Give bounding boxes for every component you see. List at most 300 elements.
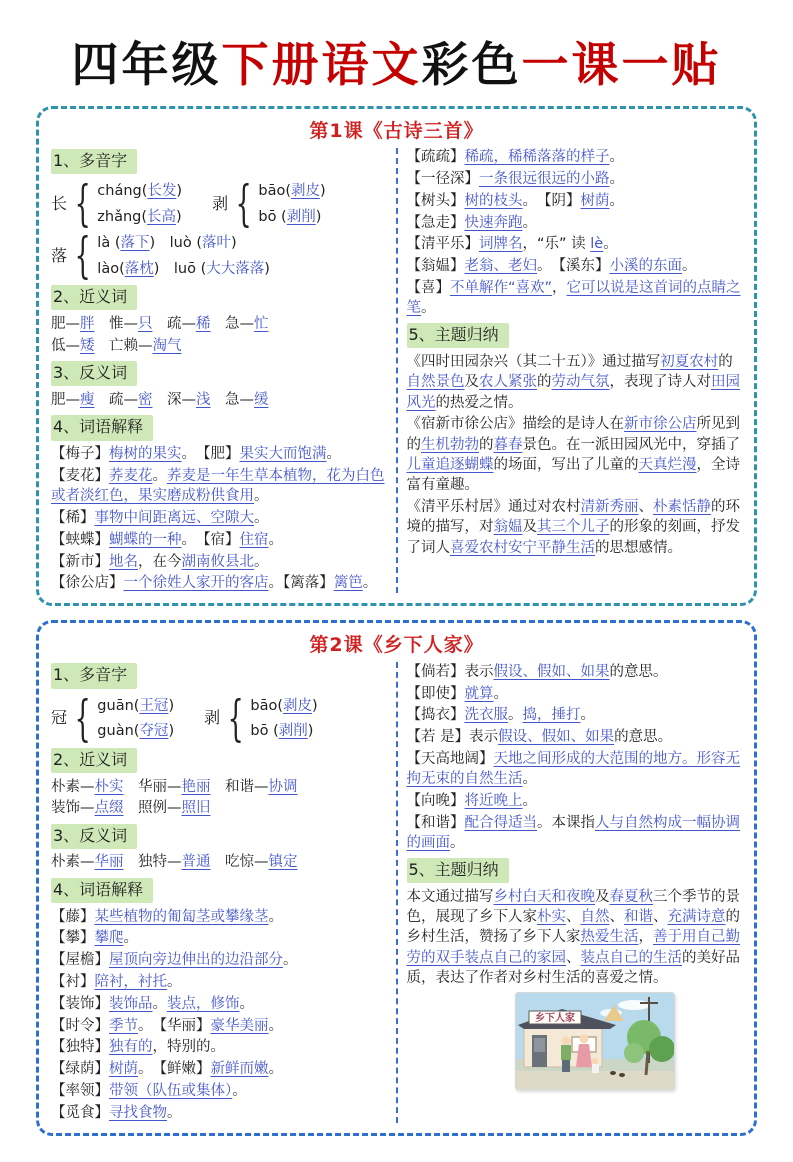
text-segment: 词牌名 [479, 236, 523, 253]
polyphone-readings [250, 696, 317, 742]
lesson2-section-theme: 5、主题归纳 [407, 858, 509, 883]
text-line [51, 950, 387, 970]
text-segment: 【时令】 [51, 1017, 109, 1034]
text-line [407, 749, 743, 790]
text-segment: 。 [268, 1061, 283, 1078]
polyphone-readings [97, 696, 174, 742]
text-line [407, 813, 743, 854]
text-segment: 【藤】 [51, 908, 95, 925]
text-segment: ，全诗富有童趣。 [406, 456, 740, 494]
text-segment: guàn( [97, 723, 140, 740]
lesson1-section-theme: 5、主题归纳 [407, 323, 509, 348]
text-segment: 将近晚上 [464, 793, 523, 809]
text-segment: ) luò ( [149, 235, 202, 252]
polyphone-readings [258, 181, 325, 227]
text-segment: 。 [239, 995, 254, 1012]
text-segment: 的场面，写出了儿童的 [493, 456, 639, 473]
text-segment: ，表现了诗人对 [609, 374, 711, 391]
text-segment: 。 [283, 952, 298, 969]
brace-glyph: { [227, 689, 244, 746]
text-segment: 景色。在一派田园风光中，穿插了 [522, 436, 740, 453]
text-segment: 落叶 [202, 235, 231, 252]
text-segment: 艳丽 [181, 778, 211, 795]
path [516, 1071, 674, 1089]
text-segment: 豪华美丽 [210, 1017, 269, 1034]
text-segment: 屋顶向旁边伸出的边沿部分 [109, 952, 283, 969]
text-segment: 的美好品质，表达了作者对乡村生活的喜爱之情。 [406, 949, 740, 986]
text-segment: 。 【溪东】 [537, 258, 610, 275]
polyphone-char: 冠 [51, 708, 68, 728]
text-segment: 落枕 [124, 260, 154, 277]
text-line [407, 414, 743, 495]
text-segment: 剥削 [286, 208, 316, 225]
polyphone-char: 长 [51, 193, 68, 213]
text-segment: 不单解作“喜欢” [450, 279, 553, 296]
text-segment: 【树头】 [406, 192, 465, 209]
text-line [407, 147, 743, 167]
text-segment: 。 [254, 488, 269, 505]
text-line [407, 169, 743, 189]
lesson2-section-definitions: 4、词语解释 [51, 878, 153, 903]
text-segment: 【翁媪】 [406, 258, 465, 275]
text-segment: 。 [609, 192, 624, 209]
text-segment: 和谐 [624, 909, 653, 926]
text-segment: 事物中间距离远、空隙大 [94, 510, 254, 527]
text-segment: 胖 [80, 315, 95, 332]
text-segment: ) [307, 723, 314, 740]
text-segment: 表示 [469, 729, 499, 746]
text-segment: 热爱生活 [580, 929, 639, 946]
text-segment: ) [312, 697, 318, 714]
text-segment: lè [590, 236, 604, 253]
text-segment: ，在今 [138, 553, 182, 570]
man-head [561, 1037, 570, 1046]
text-segment: 果实大而饱满 [239, 446, 327, 463]
text-segment: 朴素— [51, 854, 95, 871]
lesson1-left-column [47, 146, 391, 596]
text-segment: 【捣衣】 [406, 707, 465, 724]
text-segment: 《清平乐村居》通过对农村 [406, 499, 581, 516]
text-segment: 。 [522, 771, 537, 788]
text-segment: 树荫 [580, 192, 610, 209]
brace-glyph: { [74, 174, 91, 232]
text-segment: 的形象的刻画，抒发了词人 [406, 519, 740, 556]
text-line [407, 278, 743, 319]
lesson2-section-antonyms: 3、反义词 [51, 824, 137, 849]
text-segment: 。本课指 [537, 814, 595, 831]
text-segment: cháng( [97, 183, 148, 200]
text-segment: 本文通过描写 [406, 888, 494, 905]
man-body [561, 1045, 571, 1060]
text-segment: 。 [268, 1017, 283, 1034]
text-segment: ) [264, 260, 270, 277]
text-segment: 照旧 [181, 800, 211, 817]
text-segment: 充满诗意 [667, 909, 726, 926]
lesson1-right-column [403, 146, 747, 596]
text-segment: 。 [450, 835, 465, 852]
text-segment: 【新市】 [51, 553, 109, 570]
text-segment: 初夏农村 [660, 353, 719, 370]
text-segment: 就算 [464, 685, 494, 702]
text-segment: 稀疏，稀稀落落的样子 [464, 149, 610, 166]
text-segment: 其三个儿子 [537, 519, 610, 536]
text-line [51, 530, 387, 550]
text-line [407, 234, 743, 254]
text-segment: 的思想感情。 [595, 539, 682, 556]
polyphone-group-guan [51, 689, 175, 746]
text-line [97, 181, 182, 201]
text-line [51, 573, 387, 593]
text-segment: 下册语文 [221, 38, 422, 93]
text-segment: ， [552, 279, 567, 296]
lesson1-box [36, 106, 757, 607]
text-segment: 善于用自己勤劳的双手装点自己的家园 [406, 929, 740, 966]
text-segment: 一课一贴 [521, 38, 722, 93]
text-segment: 自然景色 [406, 374, 465, 391]
text-segment: 湖南攸县北 [181, 553, 254, 570]
text-line [407, 727, 743, 747]
text-segment: 装饰— [51, 800, 95, 817]
child-head [591, 1058, 598, 1065]
lesson2-columns [47, 660, 746, 1124]
woman-head [579, 1035, 588, 1044]
tree-trunk [646, 1051, 648, 1075]
text-segment: 长高 [147, 208, 177, 225]
text-segment: bāo( [250, 697, 284, 714]
text-segment: 【攀】 [51, 930, 95, 947]
text-segment: 【一径深】 [406, 170, 479, 187]
text-segment: 缓 [254, 391, 269, 408]
text-line [51, 994, 387, 1014]
text-segment: 【屋檐】 [51, 952, 109, 969]
text-segment: 肥— [51, 391, 80, 408]
text-segment: 急— [210, 315, 254, 332]
text-segment: 乡村白天和夜晚 [493, 888, 595, 905]
text-segment: ) [176, 183, 183, 200]
text-segment: 。 [232, 1083, 247, 1100]
text-segment: 。 [326, 446, 341, 463]
text-segment: 儿童追逐蝴蝶 [406, 456, 494, 473]
text-segment: 田园风光 [406, 374, 740, 411]
text-segment: 快速奔跑 [464, 214, 523, 231]
country-home-illustration [515, 992, 675, 1090]
text-line [97, 233, 270, 253]
chick [610, 1071, 616, 1075]
text-segment: 自然 [580, 909, 610, 926]
column-divider [396, 662, 398, 1122]
text-segment: 树的枝头 [464, 192, 523, 209]
text-segment: 。 [123, 930, 138, 947]
text-segment: 。 [609, 149, 624, 166]
text-segment: ) [168, 723, 175, 740]
text-segment: 装点自己的生活 [580, 949, 682, 966]
definition-paragraphs [407, 662, 743, 854]
text-segment: 【和谐】 [406, 814, 465, 831]
text-line [258, 207, 325, 227]
text-segment: 老翁、老妇 [464, 258, 537, 275]
text-segment: 假设、假如、如果 [493, 663, 610, 680]
text-line [51, 972, 387, 992]
text-segment: 。 [268, 531, 283, 548]
lesson2-box [36, 620, 757, 1135]
lesson2-right-column [403, 660, 747, 1124]
text-segment: ) [315, 208, 322, 225]
text-segment: ) [231, 235, 237, 252]
text-line [97, 721, 174, 741]
text-segment: 。 [254, 510, 269, 527]
text-line [407, 705, 743, 725]
text-segment: 表示 [464, 663, 494, 680]
text-segment: 朴实 [537, 909, 566, 926]
text-segment: 【独特】 [51, 1039, 109, 1056]
text-segment: 、 [609, 909, 624, 926]
text-line [407, 213, 743, 233]
text-segment: 吃惊— [210, 854, 269, 871]
text-line [407, 791, 743, 811]
polyphone-group-chang [51, 174, 183, 232]
text-segment: 【倘若】 [406, 663, 465, 680]
text-segment: ) [168, 697, 175, 714]
text-segment: 喜爱农村安宁平静生活 [450, 539, 595, 556]
lesson2-section-synonyms: 2、近义词 [51, 748, 137, 773]
text-segment: 和谐— [210, 778, 269, 795]
text-segment: 点缀 [94, 800, 124, 817]
polyphone-row [51, 226, 387, 284]
text-segment: 的 [537, 374, 552, 391]
text-segment: 长发 [147, 183, 177, 200]
lesson1-header: 第1课《古诗三首》 [309, 119, 484, 142]
polyphone-row [51, 174, 387, 232]
text-segment: 低— [51, 337, 80, 354]
text-segment: 装饰品 [109, 995, 153, 1012]
text-segment: 的意思。 [614, 729, 673, 746]
lesson2-header: 第2课《乡下人家》 [309, 634, 484, 657]
lesson1-section-definitions: 4、词语解释 [51, 415, 153, 440]
text-segment: 华丽 [94, 854, 124, 871]
text-segment: 树荫 [109, 1061, 138, 1078]
text-segment: 、 [566, 949, 581, 966]
text-segment: 地名 [109, 553, 138, 570]
text-segment: 。 [580, 707, 595, 724]
tree-foliage [624, 1043, 644, 1063]
text-line [407, 352, 743, 413]
text-segment: 。 [603, 236, 618, 253]
text-segment: 急— [210, 391, 254, 408]
text-line [97, 207, 182, 227]
text-segment: 、 [566, 909, 581, 926]
column-divider [396, 148, 398, 594]
text-segment: 。 [167, 1104, 182, 1121]
text-line [51, 508, 387, 528]
polyphone-char: 剥 [212, 193, 229, 213]
house-sign-text: 乡下人家 [534, 1013, 575, 1025]
polyphone-readings [97, 233, 270, 279]
theme-paragraphs [407, 352, 743, 558]
text-segment: 的 [479, 436, 494, 453]
polyphone-group-bao [212, 174, 326, 232]
text-line [51, 1016, 387, 1036]
text-segment: ) luō ( [153, 260, 207, 277]
text-segment: 淘气 [152, 337, 182, 354]
text-segment: 假设、假如、如果 [498, 729, 615, 746]
text-segment: 陪衬，衬托 [94, 974, 167, 991]
text-segment: 带领（队伍或集体） [109, 1083, 233, 1100]
text-line [51, 1081, 387, 1101]
text-segment: 《宿新市徐公店》描绘的是诗人在 [406, 416, 624, 433]
antonym-lines [51, 390, 387, 410]
text-segment: 朴实 [94, 778, 124, 795]
lesson1-columns [47, 146, 746, 596]
brace-glyph: { [235, 174, 252, 232]
text-line [258, 181, 325, 201]
text-segment: 住宿 [239, 531, 269, 548]
synonym-lines [51, 314, 387, 356]
text-line [51, 907, 387, 927]
text-segment: 【急走】 [406, 214, 465, 231]
text-segment: 篱笆 [333, 575, 363, 592]
text-segment: 独特— [123, 854, 182, 871]
text-line [407, 662, 743, 682]
text-segment: 三个季节的景色，展现了乡下人家 [406, 888, 740, 926]
text-segment: 生机勃勃 [421, 436, 479, 453]
polyphone-char: 落 [51, 245, 68, 265]
text-line [407, 887, 743, 988]
text-segment: 浅 [196, 391, 211, 408]
text-segment: 。 [421, 300, 436, 317]
text-segment: 攀爬 [94, 930, 124, 947]
text-segment: 镇定 [268, 854, 298, 871]
text-line [51, 336, 387, 356]
text-segment: 。 [522, 214, 537, 231]
text-segment: 疏— [152, 315, 196, 332]
text-segment: 所见到的 [406, 416, 740, 453]
text-segment: 密 [138, 391, 153, 408]
text-line [51, 1059, 387, 1079]
text-line [51, 466, 387, 507]
text-segment: 。 [682, 258, 697, 275]
text-segment: bō ( [250, 723, 279, 740]
text-segment: 【即使】 [406, 685, 465, 702]
text-segment: 协调 [268, 778, 298, 795]
text-segment: 暮春 [493, 436, 523, 453]
text-line [51, 798, 387, 818]
brace-glyph: { [74, 689, 91, 746]
text-segment: 人与自然构成一幅协调的画面 [406, 814, 740, 852]
lesson2-left-column [47, 660, 391, 1124]
text-segment: 【向晚】 [406, 793, 465, 809]
text-segment: 蝴蝶的一种 [109, 531, 182, 548]
text-segment: 。 [522, 793, 537, 809]
text-segment: 天真烂漫 [638, 456, 697, 473]
text-segment: 稀 [196, 315, 211, 332]
text-line [250, 721, 317, 741]
text-segment: 只 [138, 315, 153, 332]
text-segment: 的乡村生活，赞扬了乡下人家 [406, 909, 740, 946]
child-body [592, 1064, 599, 1073]
text-segment: 王冠 [139, 697, 169, 714]
text-segment: 。 [609, 170, 624, 187]
illustration-frame [515, 992, 675, 1090]
text-line [51, 552, 387, 572]
text-segment: 它可以说是这首词的点睛之笔 [406, 279, 741, 317]
text-segment: 四年级 [71, 38, 222, 93]
text-segment: 及 [464, 374, 479, 391]
text-segment: 普通 [181, 854, 211, 871]
chick [619, 1073, 625, 1077]
text-segment: 翁媪 [493, 519, 523, 536]
text-segment: ) [176, 208, 182, 225]
lesson1-section-polyphones: 1、多音字 [51, 149, 137, 174]
text-segment: 的热爱之情。 [435, 394, 523, 411]
text-segment: 寻找食物 [109, 1104, 167, 1121]
text-segment: 小溪的东面 [609, 258, 682, 275]
text-segment: 。 【华丽】 [138, 1017, 211, 1034]
text-segment: 夺冠 [139, 723, 169, 740]
text-segment: ，特别的。 [152, 1039, 225, 1056]
text-segment: 【衬】 [51, 974, 95, 991]
text-segment: 矮 [80, 337, 95, 354]
text-segment: 荞麦是一年生草本植物，花为白色或者淡红色，果实磨成粉供食用 [51, 467, 385, 505]
text-segment: 【装饰】 [51, 995, 109, 1012]
text-line [97, 696, 174, 716]
text-segment: 新市徐公店 [624, 416, 697, 433]
text-line [250, 696, 317, 716]
text-segment: 劳动气氛 [551, 374, 610, 391]
text-segment: 《四时田园杂兴（其二十五）》通过描写 [406, 353, 661, 370]
text-segment: 季节 [109, 1017, 138, 1034]
text-segment: 某些植物的匍匐茎或攀缘茎 [94, 908, 269, 925]
text-segment: 。【篱落】 [268, 575, 334, 592]
text-segment: 【稀】 [51, 510, 95, 527]
text-line [51, 777, 387, 797]
text-segment: 。 [268, 908, 283, 925]
cloud [618, 1000, 650, 1010]
text-segment: 【天高地阔】 [406, 750, 494, 767]
text-segment: 【喜】 [406, 279, 450, 296]
antonym-lines [51, 852, 387, 872]
text-segment: 独有的 [109, 1039, 153, 1056]
text-segment: zhǎng( [97, 208, 148, 225]
text-segment: 。 [152, 467, 167, 484]
lesson1-section-synonyms: 2、近义词 [51, 285, 137, 310]
text-line [407, 497, 743, 558]
lesson2-section-polyphones: 1、多音字 [51, 663, 137, 688]
text-segment: 照例— [123, 800, 182, 817]
text-line [51, 1037, 387, 1057]
text-segment: 剥皮 [283, 697, 313, 714]
polyphone-group-bao [204, 689, 318, 746]
text-segment: ) [320, 183, 326, 200]
synonym-lines [51, 777, 387, 819]
man-legs [562, 1060, 570, 1072]
text-segment: 配合得适当 [464, 814, 537, 831]
text-segment: 及 [522, 519, 537, 536]
text-segment: 农人紧张 [479, 374, 537, 391]
text-segment: 【率领】 [51, 1083, 109, 1100]
text-line [51, 1103, 387, 1123]
text-segment: 。 【鲜嫩】 [138, 1061, 211, 1078]
text-segment: 深— [152, 391, 196, 408]
text-segment: 荞麦花 [109, 467, 153, 484]
text-line [407, 256, 743, 276]
text-segment: 忙 [254, 315, 269, 332]
text-segment: 。 [152, 995, 167, 1012]
tree-foliage [649, 1036, 674, 1062]
polyphone-char: 剥 [204, 708, 221, 728]
polyphone-group-luo [51, 226, 270, 284]
text-segment: 瘦 [80, 391, 95, 408]
text-segment: bō ( [258, 208, 287, 225]
